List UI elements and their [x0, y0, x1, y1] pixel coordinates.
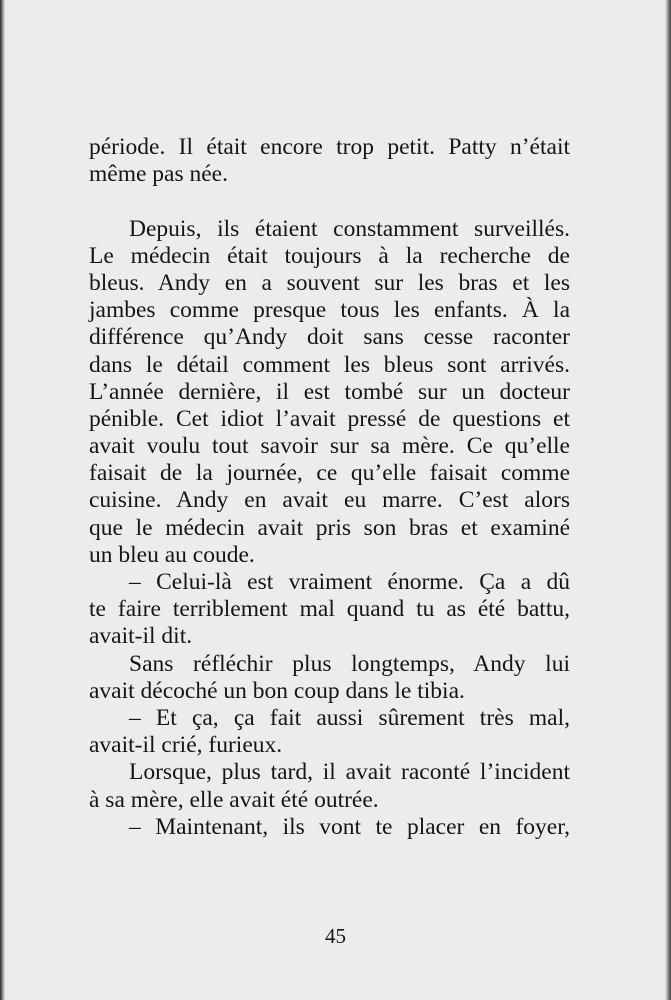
text-line: à sa mère, elle avait été outrée.	[89, 786, 379, 813]
text-line: que le médecin avait pris son bras et examiné	[89, 514, 570, 541]
page-edge-left	[0, 0, 5, 1000]
text-line: avait décoché un bon coup dans le tibia.	[89, 677, 465, 704]
text-line: cuisine. Andy en avait eu marre. C’est alors	[89, 487, 570, 514]
text-line: – Maintenant, ils vont te placer en foyer,	[129, 813, 570, 840]
text-line: avait-il dit.	[89, 623, 193, 650]
text-line: pénible. Cet idiot l’avait pressé de questions et	[89, 405, 570, 432]
text-line: un bleu au coude.	[89, 541, 255, 568]
text-line: te faire terriblement mal quand tu as été battu,	[89, 596, 570, 623]
text-line: avait-il crié, furieux.	[89, 732, 283, 759]
text-line: faisait de la journée, ce qu’elle faisait comme	[89, 460, 570, 487]
text-line: différence qu’Andy doit sans cesse raconter	[89, 324, 570, 351]
text-line: Lorsque, plus tard, il avait raconté l’incident	[129, 759, 570, 786]
text-line: – Et ça, ça fait aussi sûrement très mal,	[129, 704, 570, 731]
text-line: Depuis, ils étaient constamment surveillés.	[129, 215, 570, 242]
text-line: dans le détail comment les bleus sont arrivés.	[89, 351, 570, 378]
text-line: période. Il était encore trop petit. Patty n’était	[89, 134, 570, 160]
body-text	[89, 134, 570, 841]
text-line: jambes comme presque tous les enfants. À la	[89, 297, 570, 324]
page-edge-right	[665, 0, 671, 1000]
text-line: Le médecin était toujours à la recherche de	[89, 242, 570, 269]
text-line: L’année dernière, il est tombé sur un docteur	[89, 378, 570, 405]
text-line: Sans réfléchir plus longtemps, Andy lui	[129, 650, 570, 677]
page-number: 45	[325, 924, 346, 948]
paragraph-gap	[89, 188, 570, 215]
text-line: même pas née.	[89, 161, 228, 188]
text-line: – Celui-là est vraiment énorme. Ça a dû	[129, 569, 570, 595]
text-line: bleus. Andy en a souvent sur les bras et les	[89, 269, 570, 296]
text-line: avait voulu tout savoir sur sa mère. Ce qu’elle	[89, 433, 570, 460]
